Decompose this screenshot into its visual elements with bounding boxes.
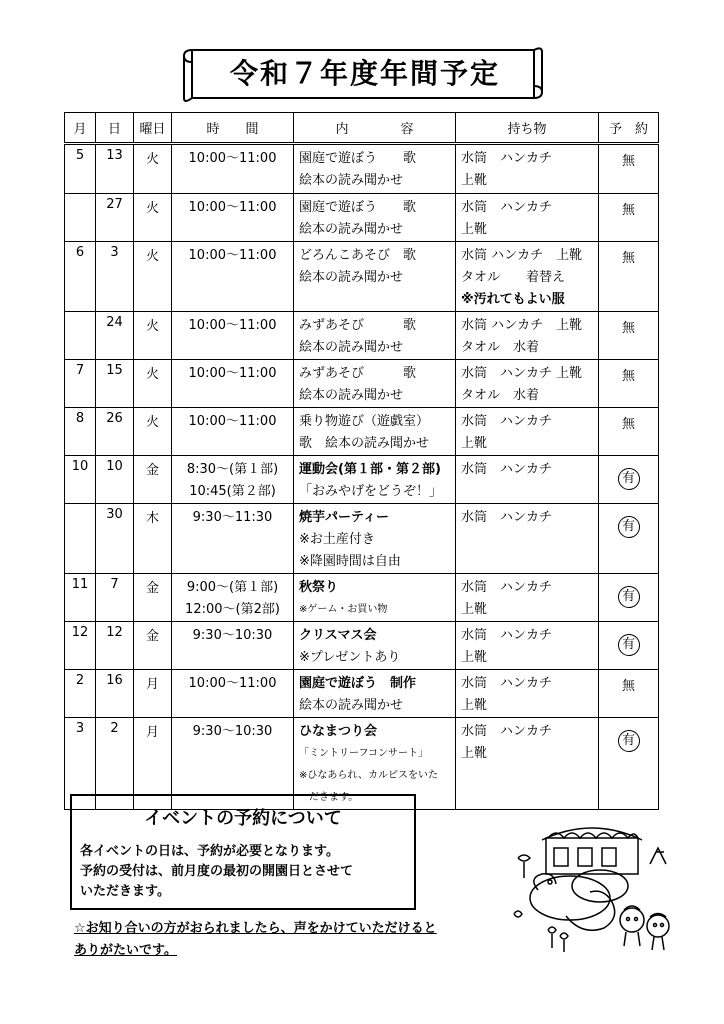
table-row [65, 456, 659, 504]
reservation-none-label: 無 [621, 417, 635, 432]
cell-line: 水筒 ハンカチ [461, 200, 553, 215]
cell-content [294, 670, 456, 718]
notice-line: 予約の受付は、前月度の最初の開園日とさせて [80, 864, 354, 879]
table-row [65, 504, 659, 574]
cell-day: 16 [96, 670, 134, 718]
cell-day: 7 [96, 574, 134, 622]
cell-line: タオル 着替え [461, 270, 566, 285]
cell-month: 6 [65, 242, 96, 312]
notice-title: イベントの予約について [144, 808, 342, 829]
cell-items [456, 144, 599, 194]
cell-line: 水筒 ハンカチ [461, 151, 553, 166]
cell-weekday: 火 [134, 312, 172, 360]
cell-time [172, 360, 294, 408]
cell-month [65, 504, 96, 574]
cell-reservation [599, 360, 659, 408]
cell-line: 上靴 [461, 650, 488, 665]
table-row [65, 144, 659, 194]
cell-time [172, 242, 294, 312]
cell-day: 15 [96, 360, 134, 408]
footer-line: ありがたいです。 [74, 943, 177, 958]
reservation-required-badge: 有 [618, 468, 640, 490]
cell-reservation [599, 622, 659, 670]
cell-line: 10:00～11:00 [188, 200, 277, 215]
cell-month: 7 [65, 360, 96, 408]
header-day: 日 [96, 113, 134, 144]
cell-weekday: 火 [134, 360, 172, 408]
cell-weekday: 金 [134, 456, 172, 504]
cell-line: 9:30～10:30 [192, 724, 273, 739]
cell-items [456, 242, 599, 312]
cell-content [294, 504, 456, 574]
reservation-required-badge: 有 [618, 634, 640, 656]
cell-line: 絵本の読み聞かせ [299, 222, 404, 237]
table-row [65, 242, 659, 312]
cell-line: 歌 絵本の読み聞かせ [299, 436, 430, 451]
reservation-required-badge: 有 [618, 516, 640, 538]
cell-items [456, 312, 599, 360]
header-month: 月 [65, 113, 96, 144]
cell-weekday: 火 [134, 194, 172, 242]
cell-time [172, 408, 294, 456]
cell-day: 13 [96, 144, 134, 194]
cell-reservation [599, 408, 659, 456]
cell-content [294, 622, 456, 670]
cell-line: 水筒 ハンカチ [461, 676, 553, 691]
cell-weekday: 月 [134, 670, 172, 718]
cell-reservation [599, 670, 659, 718]
cell-month [65, 312, 96, 360]
cell-line: 上靴 [461, 222, 488, 237]
cell-month: 3 [65, 718, 96, 810]
cell-line: ひなまつり会 [299, 724, 378, 739]
cell-line: 10:00～11:00 [188, 318, 277, 333]
cell-line: 絵本の読み聞かせ [299, 270, 404, 285]
cell-reservation [599, 718, 659, 810]
cell-content [294, 144, 456, 194]
cell-month [65, 194, 96, 242]
cell-line: 水筒 ハンカチ [461, 580, 553, 595]
cell-line: タオル 水着 [461, 388, 540, 403]
cell-line: ※降園時間は自由 [299, 554, 401, 569]
cell-time [172, 670, 294, 718]
cell-weekday: 金 [134, 622, 172, 670]
cell-weekday: 月 [134, 718, 172, 810]
cell-weekday: 火 [134, 408, 172, 456]
cell-line: 絵本の読み聞かせ [299, 340, 404, 355]
cell-line: 水筒 ハンカチ 上靴 [461, 248, 583, 263]
cell-reservation [599, 144, 659, 194]
cell-time [172, 194, 294, 242]
table-row [65, 574, 659, 622]
cell-line: ※プレゼントあり [299, 650, 401, 665]
cell-content [294, 408, 456, 456]
cell-line: 上靴 [461, 698, 488, 713]
table-header-row [65, 113, 659, 144]
cell-day: 10 [96, 456, 134, 504]
cell-time [172, 622, 294, 670]
cell-line: クリスマス会 [299, 628, 377, 643]
cell-line: 上靴 [461, 436, 488, 451]
cell-day: 24 [96, 312, 134, 360]
cell-line: 10:00～11:00 [188, 676, 277, 691]
cell-items [456, 574, 599, 622]
cell-line: 焼芋パーティー [299, 510, 389, 525]
cell-line: だきます。 [299, 792, 359, 803]
cell-line: 水筒 ハンカチ 上靴 [461, 318, 583, 333]
cell-day: 12 [96, 622, 134, 670]
header-weekday: 曜日 [134, 113, 172, 144]
footer-line: ☆お知り合いの方がおられましたら、声をかけていただけると [74, 921, 437, 936]
cell-reservation [599, 456, 659, 504]
cell-line: 園庭で遊ぼう 歌 [299, 200, 417, 215]
cell-content [294, 574, 456, 622]
cell-line: 絵本の読み聞かせ [299, 173, 404, 188]
table-row [65, 360, 659, 408]
cell-items [456, 456, 599, 504]
cell-line: 水筒 ハンカチ [461, 724, 553, 739]
cell-line: 9:00～(第１部) [186, 580, 279, 595]
cell-day: 30 [96, 504, 134, 574]
cell-time [172, 504, 294, 574]
reservation-none-label: 無 [621, 203, 635, 218]
cell-content [294, 360, 456, 408]
cell-line: ※ゲーム・お買い物 [299, 604, 388, 615]
cell-day: 2 [96, 718, 134, 810]
cell-line: みずあそび 歌 [299, 366, 417, 381]
reservation-none-label: 無 [621, 369, 635, 384]
cell-line: 上靴 [461, 746, 488, 761]
reservation-none-label: 無 [621, 321, 635, 336]
cell-line: 10:00～11:00 [188, 248, 277, 263]
cell-line: 水筒 ハンカチ 上靴 [461, 366, 583, 381]
cell-weekday: 金 [134, 574, 172, 622]
cell-month: 8 [65, 408, 96, 456]
cell-time [172, 312, 294, 360]
cell-line: 絵本の読み聞かせ [299, 388, 404, 403]
cell-content [294, 242, 456, 312]
cell-items [456, 504, 599, 574]
cell-line: 10:45(第２部) [189, 484, 276, 499]
header-content: 内 容 [294, 113, 456, 144]
notice-line: 各イベントの日は、予約が必要となります。 [80, 844, 339, 859]
table-row [65, 194, 659, 242]
cell-line: 上靴 [461, 173, 488, 188]
cell-items [456, 670, 599, 718]
cell-line: 運動会(第１部・第２部) [299, 462, 441, 477]
notice-line: いただきます。 [80, 884, 170, 899]
notice-body [80, 842, 410, 902]
cell-month: 12 [65, 622, 96, 670]
cell-reservation [599, 574, 659, 622]
cell-month: 5 [65, 144, 96, 194]
reservation-none-label: 無 [621, 154, 635, 169]
cell-line: 乗り物遊び（遊戯室） [299, 414, 430, 429]
cell-line: 絵本の読み聞かせ [299, 698, 404, 713]
table-row [65, 670, 659, 718]
cell-line: ※ひなあられ、カルピスをいた [299, 770, 438, 781]
cell-line: ※お土産付き [299, 532, 375, 547]
cell-line: 9:30～10:30 [192, 628, 273, 643]
cell-month: 10 [65, 456, 96, 504]
cell-reservation [599, 242, 659, 312]
header-time: 時 間 [172, 113, 294, 144]
cell-line: 10:00～11:00 [188, 366, 277, 381]
title-banner [180, 42, 550, 104]
schedule-table [64, 112, 659, 810]
cell-items [456, 360, 599, 408]
cell-line: どろんこあそび 歌 [299, 248, 417, 263]
page-title: 令和７年度年間予定 [229, 57, 500, 90]
cell-month: 2 [65, 670, 96, 718]
cell-line: 園庭で遊ぼう 制作 [299, 676, 417, 691]
cell-weekday: 木 [134, 504, 172, 574]
cell-reservation [599, 312, 659, 360]
cell-line: みずあそび 歌 [299, 318, 417, 333]
cell-weekday: 火 [134, 144, 172, 194]
cell-time [172, 144, 294, 194]
reservation-none-label: 無 [621, 679, 635, 694]
cell-line: 「おみやげをどうぞ！」 [299, 484, 443, 499]
cell-line: 10:00～11:00 [188, 414, 277, 429]
cell-items [456, 718, 599, 810]
header-reservation: 予 約 [599, 113, 659, 144]
reservation-required-badge: 有 [618, 586, 640, 608]
cell-items [456, 622, 599, 670]
cell-content [294, 312, 456, 360]
table-row [65, 622, 659, 670]
cell-content [294, 456, 456, 504]
cell-time [172, 574, 294, 622]
cell-line: 秋祭り [299, 580, 339, 595]
cell-content [294, 194, 456, 242]
footer-note [74, 918, 494, 962]
cell-line: 「ミントリーフコンサート」 [299, 748, 428, 759]
cell-reservation [599, 194, 659, 242]
cell-line: 水筒 ハンカチ [461, 628, 553, 643]
kindergarten-illustration-icon [508, 818, 678, 958]
cell-line: 上靴 [461, 602, 488, 617]
cell-weekday: 火 [134, 242, 172, 312]
cell-items [456, 194, 599, 242]
cell-line: 8:30～(第１部) [186, 462, 279, 477]
cell-line: タオル 水着 [461, 340, 540, 355]
reservation-notice-box [70, 794, 416, 910]
cell-line: 10:00～11:00 [188, 151, 277, 166]
cell-day: 3 [96, 242, 134, 312]
cell-time [172, 456, 294, 504]
reservation-none-label: 無 [621, 251, 635, 266]
cell-day: 26 [96, 408, 134, 456]
cell-month: 11 [65, 574, 96, 622]
table-row [65, 312, 659, 360]
table-row [65, 408, 659, 456]
cell-line: 9:30～11:30 [192, 510, 273, 525]
cell-line: ※汚れてもよい服 [461, 292, 565, 307]
cell-line: 園庭で遊ぼう 歌 [299, 151, 417, 166]
cell-items [456, 408, 599, 456]
cell-day: 27 [96, 194, 134, 242]
cell-line: 12:00～(第2部) [185, 602, 280, 617]
reservation-required-badge: 有 [618, 730, 640, 752]
cell-reservation [599, 504, 659, 574]
header-items: 持ち物 [456, 113, 599, 144]
cell-line: 水筒 ハンカチ [461, 414, 553, 429]
cell-line: 水筒 ハンカチ [461, 462, 553, 477]
cell-line: 水筒 ハンカチ [461, 510, 553, 525]
